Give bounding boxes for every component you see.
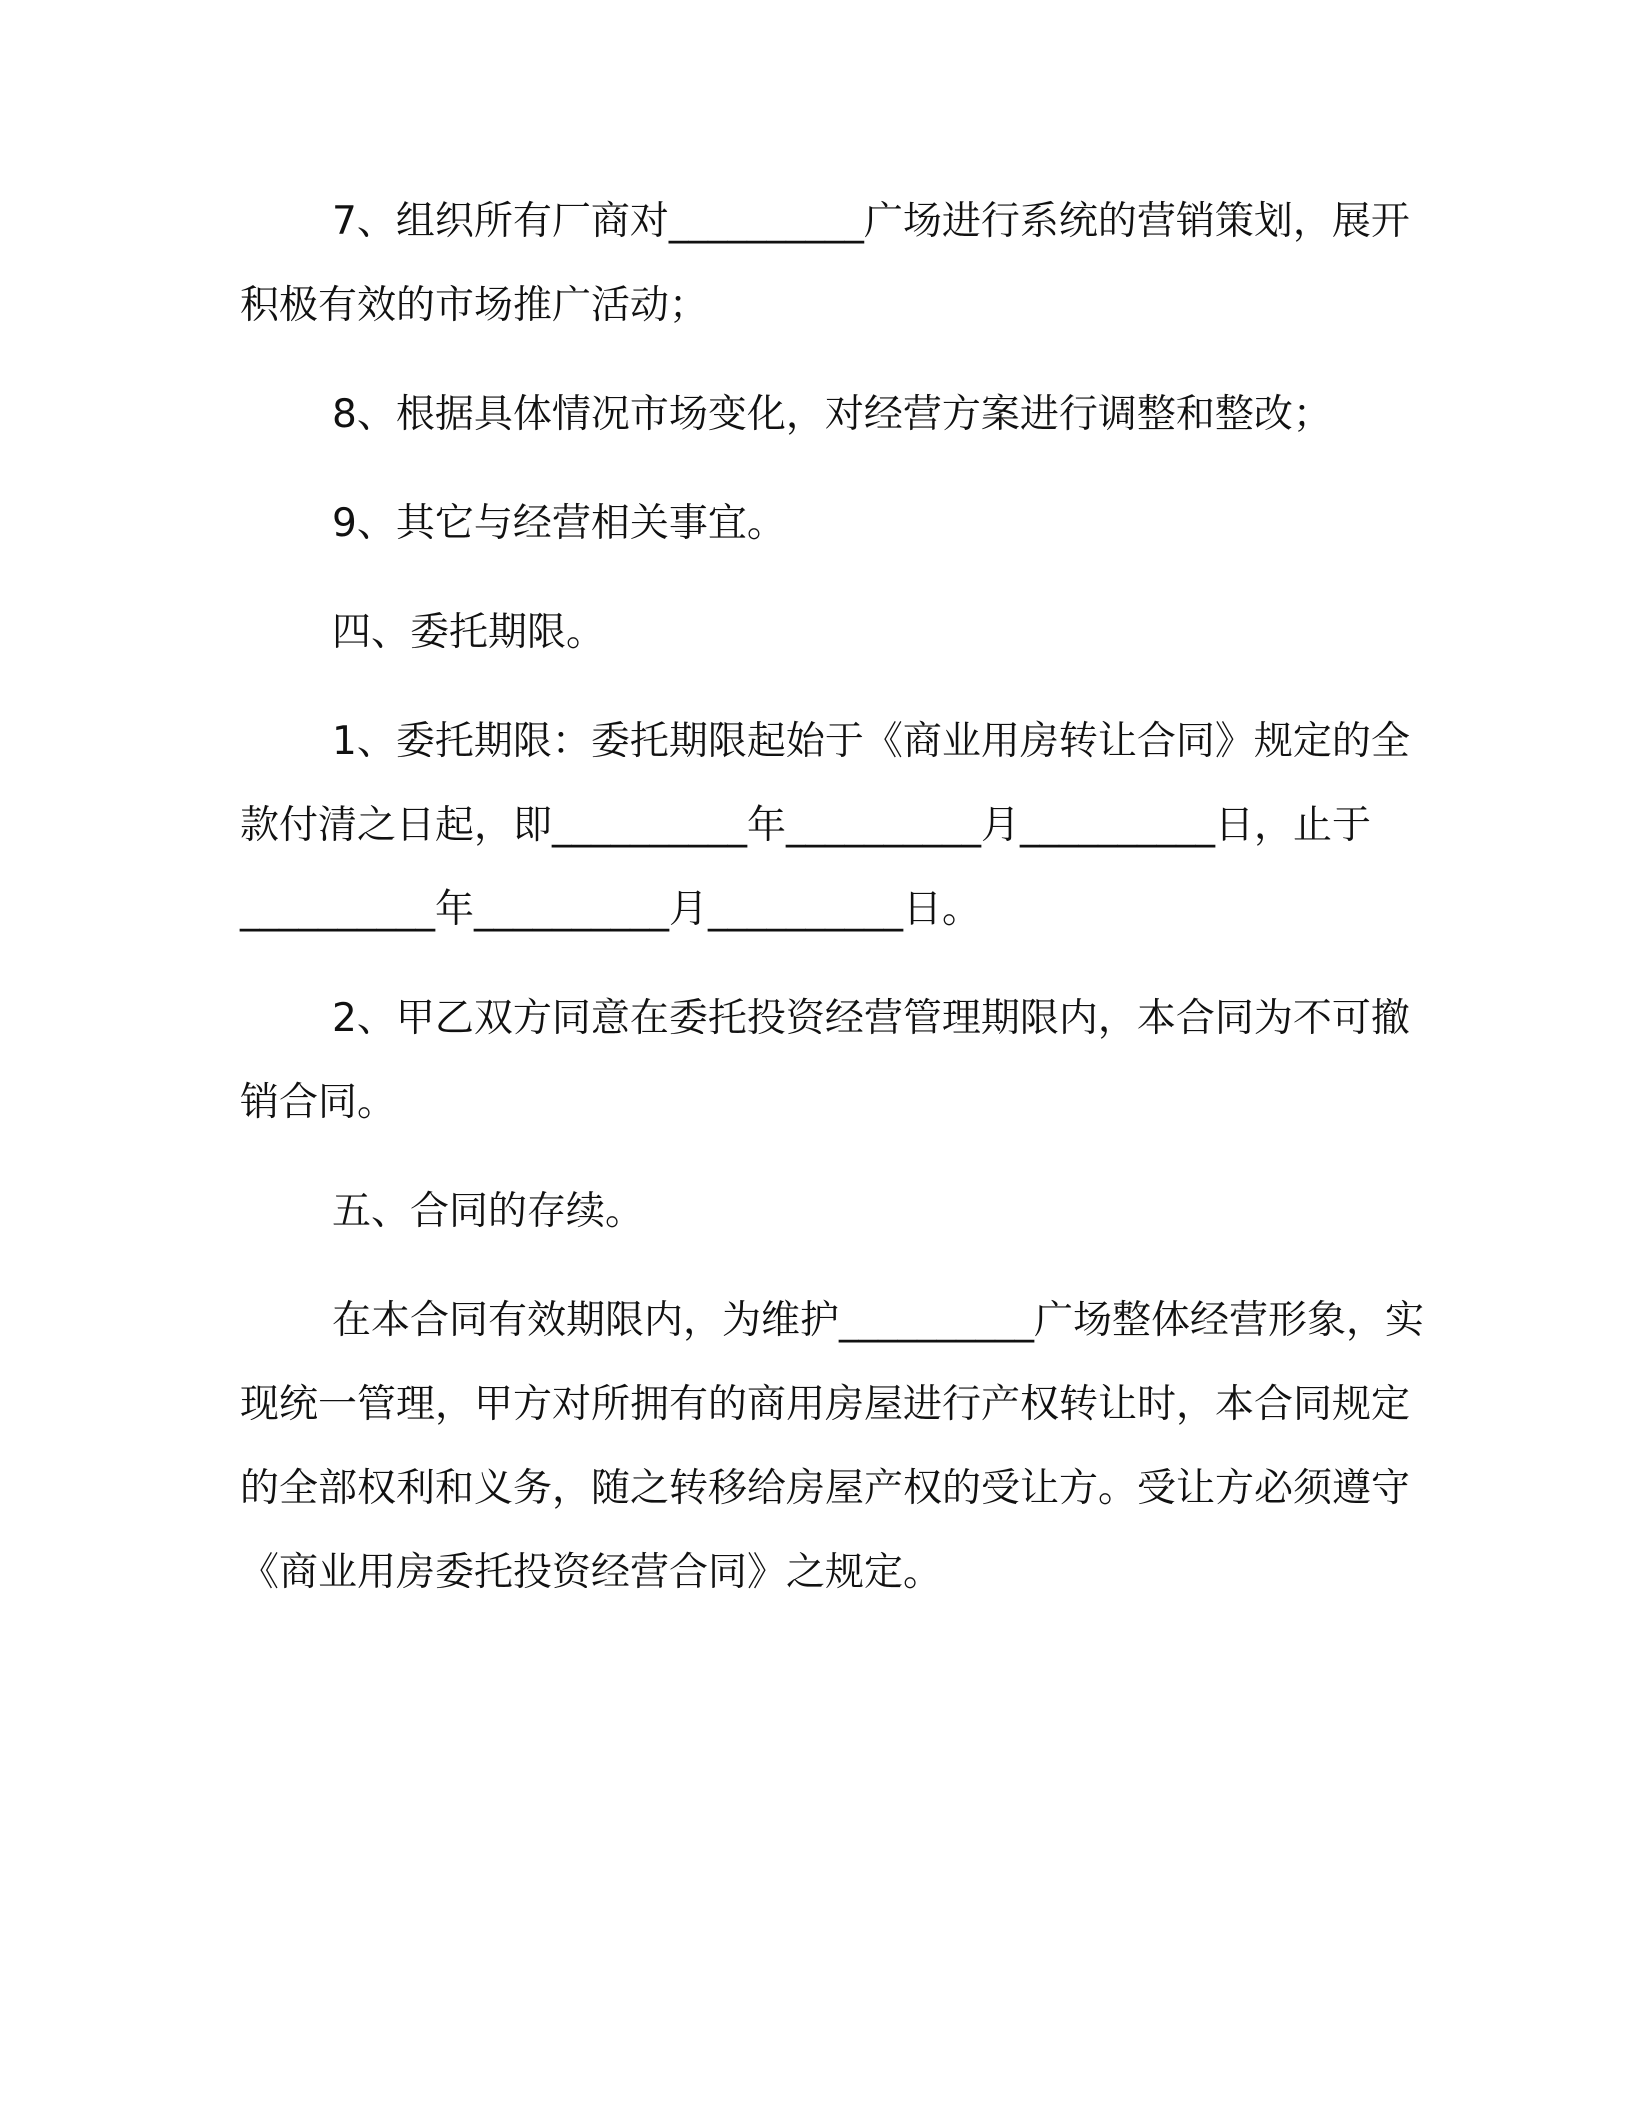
paragraph-line: 9、其它与经营相关事宜。 [332, 501, 786, 546]
paragraph-line: 在本合同有效期限内，为维护__________广场整体经营形象，实 [332, 1298, 1425, 1343]
paragraph-line: __________年__________月__________日。 [240, 887, 982, 932]
paragraph-line: 销合同。 [240, 1080, 397, 1125]
list-item-9 [240, 482, 1390, 566]
paragraph-line: 款付清之日起，即__________年__________月__________日，止于 [240, 803, 1372, 848]
list-item-8 [240, 373, 1390, 457]
document-body [240, 180, 1425, 1640]
list-item-7 [240, 180, 1410, 348]
section-heading-4: 四、委托期限。 [332, 610, 606, 655]
paragraph-line: 现统一管理，甲方对所拥有的商用房屋进行产权转让时，本合同规定 [240, 1382, 1411, 1427]
section-4-item-2 [240, 977, 1410, 1145]
paragraph-line: 2、甲乙双方同意在委托投资经营管理期限内，本合同为不可撤 [332, 996, 1410, 1041]
paragraph-line: 1、委托期限：委托期限起始于《商业用房转让合同》规定的全 [332, 719, 1410, 764]
section-heading-5: 五、合同的存续。 [332, 1189, 645, 1234]
paragraph-line: 积极有效的市场推广活动； [240, 283, 709, 328]
paragraph-line: 7、组织所有厂商对__________广场进行系统的营销策划，展开 [332, 199, 1410, 244]
section-5-body [240, 1279, 1425, 1615]
section-4-item-1 [240, 700, 1410, 952]
paragraph-line: 的全部权利和义务，随之转移给房屋产权的受让方。受让方必须遵守 [240, 1466, 1411, 1511]
paragraph-line: 《商业用房委托投资经营合同》之规定。 [240, 1550, 943, 1595]
paragraph-line: 8、根据具体情况市场变化，对经营方案进行调整和整改； [332, 392, 1332, 437]
